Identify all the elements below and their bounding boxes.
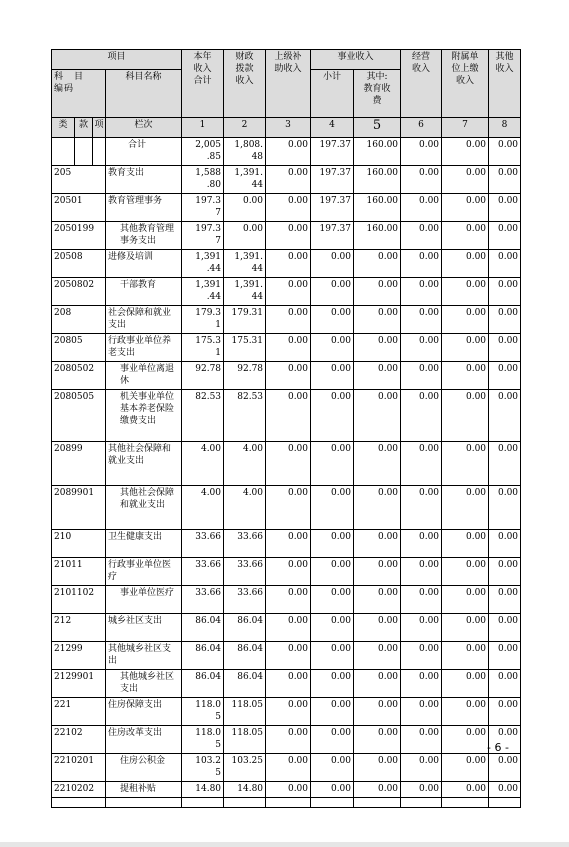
- row-code: 212: [52, 614, 106, 642]
- row-value-2: 0.00: [224, 222, 266, 250]
- header-business: 事业收入: [311, 50, 401, 70]
- row-name: 住房公积金: [106, 754, 182, 782]
- total-blank-kuan: [75, 138, 93, 166]
- row-value-4: 197.37: [311, 222, 354, 250]
- row-value-3: 0.00: [266, 278, 311, 306]
- row-value-8: 0.00: [489, 390, 521, 442]
- header-subtotal: 小计: [311, 70, 354, 118]
- row-name: 卫生健康支出: [106, 530, 182, 558]
- row-value-2: 33.66: [224, 558, 266, 586]
- row-value-1: 179.3 1: [182, 306, 224, 334]
- row-value-7: 0.00: [442, 278, 489, 306]
- row-value-4: 0.00: [311, 614, 354, 642]
- row-name: 行政事业单位养老支出: [106, 334, 182, 362]
- row-value-8: 0.00: [489, 250, 521, 278]
- table-row: [52, 306, 521, 334]
- row-value-8: 0.00: [489, 670, 521, 698]
- row-value-3: 0.00: [266, 486, 311, 530]
- table-row: [52, 278, 521, 306]
- row-value-1: 175.3 1: [182, 334, 224, 362]
- row-value-2: 1,391. 44: [224, 166, 266, 194]
- row-name: 社会保障和就业支出: [106, 306, 182, 334]
- row-value-3: 0.00: [266, 614, 311, 642]
- row-value-7: 0.00: [442, 782, 489, 798]
- header-project: 项目: [52, 50, 182, 70]
- table-row: [52, 166, 521, 194]
- row-name: 教育管理事务: [106, 194, 182, 222]
- row-value-3: 0.00: [266, 222, 311, 250]
- row-name: 事业单位离退休: [106, 362, 182, 390]
- row-value-5: 0.00: [354, 278, 401, 306]
- row-name: 住房保障支出: [106, 698, 182, 726]
- row-code: 21011: [52, 558, 106, 586]
- row-value-1: 86.04: [182, 614, 224, 642]
- row-value-3: 0.00: [266, 334, 311, 362]
- header-annual-total-text: 本年 收入 合计: [193, 52, 212, 86]
- col-number-8: 8: [489, 118, 521, 138]
- row-value-5: 160.00: [354, 194, 401, 222]
- row-value-6: 0.00: [401, 194, 442, 222]
- row-value-7: 0.00: [442, 442, 489, 486]
- row-value-5: 0.00: [354, 362, 401, 390]
- row-value-7: 0.00: [442, 334, 489, 362]
- row-value-2: 179.31: [224, 306, 266, 334]
- row-value-1: 33.66: [182, 530, 224, 558]
- row-name: 提租补贴: [106, 782, 182, 798]
- row-code: 20508: [52, 250, 106, 278]
- row-code: 2101102: [52, 586, 106, 614]
- header-superior: [266, 50, 311, 118]
- row-value-1: 33.66: [182, 586, 224, 614]
- row-value-4: 0.00: [311, 586, 354, 614]
- row-value-4: 0.00: [311, 362, 354, 390]
- blank-cell: [106, 798, 182, 808]
- row-value-2: 175.31: [224, 334, 266, 362]
- row-value-8: 0.00: [489, 782, 521, 798]
- blank-cell: [224, 798, 266, 808]
- row-value-3: 0.00: [266, 442, 311, 486]
- row-code: 22102: [52, 726, 106, 754]
- row-value-7: 0.00: [442, 586, 489, 614]
- row-value-1: 197.3 7: [182, 194, 224, 222]
- row-value-6: 0.00: [401, 278, 442, 306]
- row-value-4: 0.00: [311, 278, 354, 306]
- row-value-8: 0.00: [489, 334, 521, 362]
- row-code: 2089901: [52, 486, 106, 530]
- row-code: 2210201: [52, 754, 106, 782]
- row-value-3: 0.00: [266, 362, 311, 390]
- row-value-7: 0.00: [442, 362, 489, 390]
- row-value-3: 0.00: [266, 166, 311, 194]
- row-value-8: 0.00: [489, 486, 521, 530]
- income-budget-table: [51, 49, 521, 808]
- header-other: [489, 50, 521, 118]
- row-value-6: 0.00: [401, 486, 442, 530]
- row-value-3: 0.00: [266, 306, 311, 334]
- row-value-2: 33.66: [224, 586, 266, 614]
- row-value-2: 4.00: [224, 442, 266, 486]
- header-affiliated: [442, 50, 489, 118]
- row-value-2: 0.00: [224, 194, 266, 222]
- total-label: 合计: [106, 138, 182, 166]
- row-value-8: 0.00: [489, 194, 521, 222]
- row-name: 住房改革支出: [106, 726, 182, 754]
- table-row: [52, 334, 521, 362]
- row-code: 205: [52, 166, 106, 194]
- table-row: [52, 250, 521, 278]
- row-value-8: 0.00: [489, 362, 521, 390]
- header-operating-text: 经营 收入: [412, 52, 431, 74]
- header-subject-code-text: 科 目 编码: [54, 72, 85, 94]
- row-value-1: 1,391 .44: [182, 278, 224, 306]
- row-name: 机关事业单位基本养老保险缴费支出: [106, 390, 182, 442]
- row-value-8: 0.00: [489, 754, 521, 782]
- header-edu-fee-text: 其中: 教育收 费: [363, 72, 391, 106]
- row-value-6: 0.00: [401, 306, 442, 334]
- column-number-row: [52, 118, 521, 138]
- row-value-7: 0.00: [442, 754, 489, 782]
- row-value-2: 103.25: [224, 754, 266, 782]
- row-value-6: 0.00: [401, 530, 442, 558]
- row-value-1: 33.66: [182, 558, 224, 586]
- row-value-3: 0.00: [266, 250, 311, 278]
- row-value-7: 0.00: [442, 670, 489, 698]
- total-value-1: 2,005 .85: [182, 138, 224, 166]
- row-value-3: 0.00: [266, 586, 311, 614]
- header-fiscal-text: 财政 拨款 收入: [235, 52, 254, 86]
- header-annual-total: [182, 50, 224, 118]
- row-value-2: 14.80: [224, 782, 266, 798]
- row-code: 2129901: [52, 670, 106, 698]
- row-value-6: 0.00: [401, 334, 442, 362]
- table-row: [52, 698, 521, 726]
- blank-cell: [354, 798, 401, 808]
- total-value-5: 160.00: [354, 138, 401, 166]
- col-number-7: 7: [442, 118, 489, 138]
- row-value-4: 0.00: [311, 530, 354, 558]
- row-value-5: 0.00: [354, 442, 401, 486]
- row-value-2: 1,391. 44: [224, 278, 266, 306]
- total-value-4: 197.37: [311, 138, 354, 166]
- header-superior-text: 上级补 助收入: [274, 52, 302, 74]
- table-row: [52, 782, 521, 798]
- row-name: 事业单位医疗: [106, 586, 182, 614]
- row-value-4: 0.00: [311, 782, 354, 798]
- blank-cell: [401, 798, 442, 808]
- row-value-1: 1,391 .44: [182, 250, 224, 278]
- row-value-2: 82.53: [224, 390, 266, 442]
- row-value-1: 4.00: [182, 442, 224, 486]
- blank-cell: [52, 798, 106, 808]
- row-value-1: 14.80: [182, 782, 224, 798]
- row-value-2: 1,391. 44: [224, 250, 266, 278]
- col-number-3: 3: [266, 118, 311, 138]
- row-code: 2080505: [52, 390, 106, 442]
- row-value-3: 0.00: [266, 726, 311, 754]
- row-value-4: 197.37: [311, 166, 354, 194]
- table-row: [52, 726, 521, 754]
- row-name: 其他城乡社区支出: [106, 670, 182, 698]
- total-value-7: 0.00: [442, 138, 489, 166]
- total-value-6: 0.00: [401, 138, 442, 166]
- row-value-4: 0.00: [311, 334, 354, 362]
- row-value-3: 0.00: [266, 642, 311, 670]
- row-code: 21299: [52, 642, 106, 670]
- row-value-6: 0.00: [401, 670, 442, 698]
- row-value-1: 86.04: [182, 670, 224, 698]
- row-value-1: 86.04: [182, 642, 224, 670]
- row-value-8: 0.00: [489, 278, 521, 306]
- row-value-1: 92.78: [182, 362, 224, 390]
- table-row-blank: [52, 798, 521, 808]
- row-value-2: 86.04: [224, 642, 266, 670]
- row-value-7: 0.00: [442, 166, 489, 194]
- row-value-5: 0.00: [354, 698, 401, 726]
- row-value-6: 0.00: [401, 726, 442, 754]
- row-value-5: 160.00: [354, 166, 401, 194]
- col-number-4: 4: [311, 118, 354, 138]
- row-value-7: 0.00: [442, 222, 489, 250]
- row-value-5: 0.00: [354, 670, 401, 698]
- row-value-7: 0.00: [442, 698, 489, 726]
- row-value-4: 0.00: [311, 558, 354, 586]
- total-blank-lei: [52, 138, 75, 166]
- table-row: [52, 754, 521, 782]
- row-value-7: 0.00: [442, 306, 489, 334]
- row-value-6: 0.00: [401, 390, 442, 442]
- total-blank-xiang: [93, 138, 106, 166]
- row-value-8: 0.00: [489, 726, 521, 754]
- row-value-8: 0.00: [489, 586, 521, 614]
- header-lanci: 栏次: [106, 118, 182, 138]
- row-value-8: 0.00: [489, 222, 521, 250]
- row-code: 20805: [52, 334, 106, 362]
- table-row: [52, 614, 521, 642]
- row-value-2: 4.00: [224, 486, 266, 530]
- total-row: [52, 138, 521, 166]
- row-value-5: 0.00: [354, 390, 401, 442]
- page-number: - 6 -: [487, 741, 509, 754]
- row-value-7: 0.00: [442, 250, 489, 278]
- row-value-6: 0.00: [401, 586, 442, 614]
- row-value-5: 0.00: [354, 530, 401, 558]
- col-number-1: 1: [182, 118, 224, 138]
- row-code: 221: [52, 698, 106, 726]
- row-value-2: 118.05: [224, 726, 266, 754]
- row-value-7: 0.00: [442, 530, 489, 558]
- blank-cell: [182, 798, 224, 808]
- row-value-5: 0.00: [354, 306, 401, 334]
- header-edu-fee: [354, 70, 401, 118]
- row-value-5: 0.00: [354, 614, 401, 642]
- row-value-7: 0.00: [442, 194, 489, 222]
- row-value-3: 0.00: [266, 530, 311, 558]
- row-value-5: 0.00: [354, 642, 401, 670]
- header-subject-code: [52, 70, 106, 118]
- row-value-6: 0.00: [401, 362, 442, 390]
- table-row: [52, 390, 521, 442]
- row-value-5: 0.00: [354, 586, 401, 614]
- row-value-5: 0.00: [354, 334, 401, 362]
- row-value-4: 0.00: [311, 642, 354, 670]
- row-value-4: 0.00: [311, 442, 354, 486]
- row-value-4: 0.00: [311, 726, 354, 754]
- row-value-6: 0.00: [401, 614, 442, 642]
- table-row: [52, 222, 521, 250]
- row-value-8: 0.00: [489, 442, 521, 486]
- row-value-6: 0.00: [401, 558, 442, 586]
- row-value-6: 0.00: [401, 250, 442, 278]
- bottom-scroll-edge: [0, 842, 569, 847]
- blank-cell: [311, 798, 354, 808]
- row-value-5: 160.00: [354, 222, 401, 250]
- header-other-text: 其他 收入: [495, 52, 514, 74]
- row-name: 行政事业单位医疗: [106, 558, 182, 586]
- table-row: [52, 442, 521, 486]
- row-name: 其他城乡社区支出: [106, 642, 182, 670]
- row-value-3: 0.00: [266, 754, 311, 782]
- row-value-3: 0.00: [266, 698, 311, 726]
- row-value-5: 0.00: [354, 250, 401, 278]
- row-value-8: 0.00: [489, 306, 521, 334]
- row-value-4: 0.00: [311, 486, 354, 530]
- header-affiliated-text: 附属单 位上缴 收入: [451, 52, 479, 86]
- row-name: 教育支出: [106, 166, 182, 194]
- row-value-8: 0.00: [489, 698, 521, 726]
- blank-cell: [489, 798, 521, 808]
- row-value-5: 0.00: [354, 726, 401, 754]
- table-row: [52, 558, 521, 586]
- row-value-5: 0.00: [354, 486, 401, 530]
- row-value-6: 0.00: [401, 698, 442, 726]
- total-value-2: 1,808. 48: [224, 138, 266, 166]
- row-value-1: 197.3 7: [182, 222, 224, 250]
- table-row: [52, 362, 521, 390]
- row-value-4: 0.00: [311, 754, 354, 782]
- row-value-2: 92.78: [224, 362, 266, 390]
- row-value-7: 0.00: [442, 558, 489, 586]
- row-name: 其他教育管理事务支出: [106, 222, 182, 250]
- blank-cell: [266, 798, 311, 808]
- row-value-7: 0.00: [442, 726, 489, 754]
- table-row: [52, 642, 521, 670]
- total-value-8: 0.00: [489, 138, 521, 166]
- row-name: 进修及培训: [106, 250, 182, 278]
- row-code: 20501: [52, 194, 106, 222]
- table-row: [52, 670, 521, 698]
- col-number-5: 5: [354, 118, 401, 138]
- row-value-8: 0.00: [489, 166, 521, 194]
- row-value-7: 0.00: [442, 390, 489, 442]
- row-name: 干部教育: [106, 278, 182, 306]
- header-xiang: 项: [93, 118, 106, 138]
- row-value-1: 4.00: [182, 486, 224, 530]
- row-code: 210: [52, 530, 106, 558]
- header-fiscal: [224, 50, 266, 118]
- header-kuan: 款: [75, 118, 93, 138]
- row-value-3: 0.00: [266, 558, 311, 586]
- row-value-4: 0.00: [311, 306, 354, 334]
- row-code: 2210202: [52, 782, 106, 798]
- row-value-1: 1,588 .80: [182, 166, 224, 194]
- header-lei: 类: [52, 118, 75, 138]
- row-value-8: 0.00: [489, 558, 521, 586]
- row-code: 2050199: [52, 222, 106, 250]
- table-row: [52, 486, 521, 530]
- row-value-3: 0.00: [266, 782, 311, 798]
- row-value-5: 0.00: [354, 754, 401, 782]
- row-value-2: 86.04: [224, 670, 266, 698]
- total-value-3: 0.00: [266, 138, 311, 166]
- row-value-1: 103.2 5: [182, 754, 224, 782]
- row-value-4: 197.37: [311, 194, 354, 222]
- row-name: 城乡社区支出: [106, 614, 182, 642]
- row-value-2: 86.04: [224, 614, 266, 642]
- row-value-4: 0.00: [311, 390, 354, 442]
- table-row: [52, 194, 521, 222]
- row-value-6: 0.00: [401, 782, 442, 798]
- row-value-5: 0.00: [354, 558, 401, 586]
- row-value-6: 0.00: [401, 442, 442, 486]
- table-row: [52, 586, 521, 614]
- row-value-4: 0.00: [311, 670, 354, 698]
- col-number-6: 6: [401, 118, 442, 138]
- row-value-6: 0.00: [401, 222, 442, 250]
- row-value-7: 0.00: [442, 614, 489, 642]
- row-value-3: 0.00: [266, 670, 311, 698]
- row-value-2: 118.05: [224, 698, 266, 726]
- row-value-1: 118.0 5: [182, 726, 224, 754]
- row-value-7: 0.00: [442, 642, 489, 670]
- row-value-5: 0.00: [354, 782, 401, 798]
- row-value-8: 0.00: [489, 642, 521, 670]
- row-name: 其他社会保障和就业支出: [106, 486, 182, 530]
- row-value-4: 0.00: [311, 698, 354, 726]
- row-code: 208: [52, 306, 106, 334]
- row-value-3: 0.00: [266, 194, 311, 222]
- header-operating: [401, 50, 442, 118]
- row-value-8: 0.00: [489, 614, 521, 642]
- row-value-4: 0.00: [311, 250, 354, 278]
- table-row: [52, 530, 521, 558]
- row-code: 2050802: [52, 278, 106, 306]
- row-value-2: 33.66: [224, 530, 266, 558]
- blank-cell: [442, 798, 489, 808]
- col-number-2: 2: [224, 118, 266, 138]
- row-value-8: 0.00: [489, 530, 521, 558]
- row-value-7: 0.00: [442, 486, 489, 530]
- row-value-1: 118.0 5: [182, 698, 224, 726]
- row-code: 2080502: [52, 362, 106, 390]
- row-name: 其他社会保障和就业支出: [106, 442, 182, 486]
- row-value-3: 0.00: [266, 390, 311, 442]
- row-value-6: 0.00: [401, 166, 442, 194]
- row-value-6: 0.00: [401, 642, 442, 670]
- header-subject-name: 科目名称: [106, 70, 182, 118]
- row-value-1: 82.53: [182, 390, 224, 442]
- row-code: 20899: [52, 442, 106, 486]
- row-value-6: 0.00: [401, 754, 442, 782]
